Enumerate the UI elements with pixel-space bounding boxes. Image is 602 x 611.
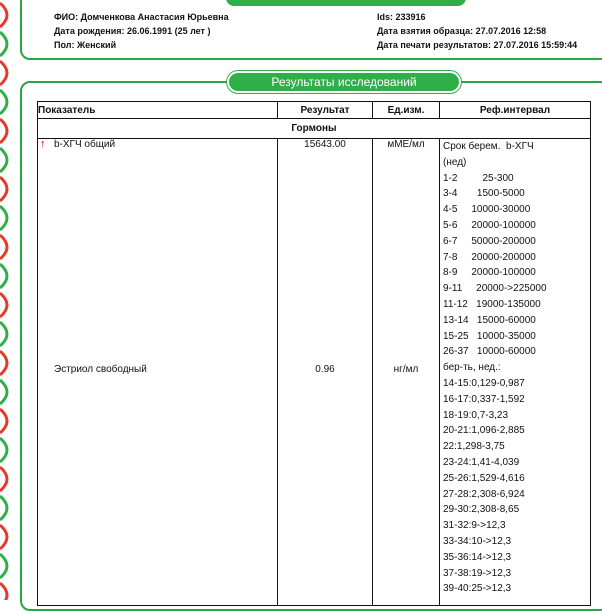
chain-link: [0, 438, 7, 462]
table-header-row: [38, 102, 591, 119]
unit-estriol: нг/мл: [393, 364, 419, 375]
chain-link: [0, 409, 7, 433]
unit-hcg: мМЕ/мл: [387, 139, 425, 150]
reference-line: 26-37 10000-60000: [443, 346, 536, 358]
chain-link: [0, 90, 7, 114]
chain-link: [0, 3, 7, 27]
reference-line: 7-8 20000-200000: [443, 251, 536, 263]
chain-link: [0, 554, 7, 578]
reference-line: 23-24:1,41-4,039: [443, 456, 520, 468]
group-row: [38, 119, 591, 139]
chain-link: [0, 496, 7, 520]
reference-cell: [440, 139, 591, 606]
reference-list: [440, 139, 590, 605]
result-hcg: 15643.00: [304, 139, 346, 150]
chain-link: [0, 293, 7, 317]
chain-link: [0, 119, 7, 143]
reference-line: 15-25 10000-35000: [443, 330, 536, 342]
chain-link: [0, 206, 7, 230]
header-unit: Ед.изм.: [373, 102, 440, 119]
patient-info-left: [54, 10, 229, 52]
reference-line: 29-30:2,308-8,65: [443, 504, 520, 516]
chain-link: [0, 177, 7, 201]
table-row: [38, 139, 591, 606]
result-estriol: 0.96: [315, 364, 335, 375]
reference-line: 35-36:14->12,3: [443, 551, 512, 563]
group-hormones: Гормоны: [38, 119, 591, 139]
chain-link: [0, 235, 7, 259]
patient-name: ФИО: Домченкова Анастасия Юрьевна: [54, 12, 229, 22]
chain-link: [0, 264, 7, 288]
reference-line: бер-ть, нед.:: [443, 362, 501, 374]
reference-line: 37-38:19->12,3: [443, 567, 512, 579]
chain-link: [0, 380, 7, 404]
reference-line: 3-4 1500-5000: [443, 188, 525, 200]
chain-link: [0, 467, 7, 491]
patient-info-right: [377, 10, 577, 52]
reference-line: 5-6 20000-100000: [443, 219, 536, 231]
decorative-border: [0, 0, 16, 600]
chain-link: [0, 32, 7, 56]
reference-line: 6-7 50000-200000: [443, 235, 536, 247]
chain-link: [0, 351, 7, 375]
reference-line: 14-15:0,129-0,987: [443, 377, 525, 389]
reference-line: 22:1,298-3,75: [443, 441, 505, 453]
unit-cell: [373, 139, 440, 606]
result-cell: [278, 139, 373, 606]
reference-line: (нед): [443, 156, 467, 168]
header-indicator: Показатель: [38, 102, 278, 119]
indicator-cell: [38, 139, 278, 606]
reference-line: 13-14 15000-60000: [443, 314, 536, 326]
chain-link: [0, 322, 7, 346]
reference-line: 11-12 19000-135000: [443, 298, 541, 310]
header-reference: Реф.интервал: [440, 102, 591, 119]
reference-line: 16-17:0,337-1,592: [443, 393, 525, 405]
patient-info-tab: [226, 0, 466, 6]
reference-line: 9-11 20000->225000: [443, 283, 547, 295]
reference-line: 39-40:25->12,3: [443, 583, 512, 595]
results-title: Результаты исследований: [227, 71, 461, 93]
chain-link: [0, 148, 7, 172]
chain-link: [0, 61, 7, 85]
sample-date: Дата взятия образца: 27.07.2016 12:58: [377, 26, 547, 36]
reference-line: 27-28:2,308-6,924: [443, 488, 525, 500]
print-date: Дата печати результатов: 27.07.2016 15:59:44: [377, 40, 578, 50]
reference-line: 25-26:1,529-4,616: [443, 472, 525, 484]
sample-ids: Ids: 233916: [377, 12, 426, 22]
reference-line: 33-34:10->12,3: [443, 535, 512, 547]
indicator-hcg-label: b-ХГЧ общий: [54, 139, 116, 150]
up-arrow-icon: ↑: [40, 138, 46, 150]
reference-line: 31-32:9->12,3: [443, 520, 506, 532]
patient-gender: Пол: Женский: [54, 40, 117, 50]
indicator-estriol: Эстриол свободный: [54, 364, 147, 375]
patient-birth-date: Дата рождения: 26.06.1991 (25 лет ): [54, 26, 211, 36]
reference-line: 20-21:1,096-2,885: [443, 425, 525, 437]
reference-line: 4-5 10000-30000: [443, 204, 531, 216]
indicator-hcg: [40, 138, 116, 150]
reference-line: Срок берем. b-ХГЧ: [443, 141, 534, 152]
reference-line: 1-2 25-300: [443, 172, 514, 184]
results-table: [37, 101, 591, 606]
header-result: Результат: [278, 102, 373, 119]
chain-link: [0, 583, 7, 600]
chain-link: [0, 525, 7, 549]
reference-line: 18-19:0,7-3,23: [443, 409, 509, 421]
reference-line: 8-9 20000-100000: [443, 267, 536, 279]
